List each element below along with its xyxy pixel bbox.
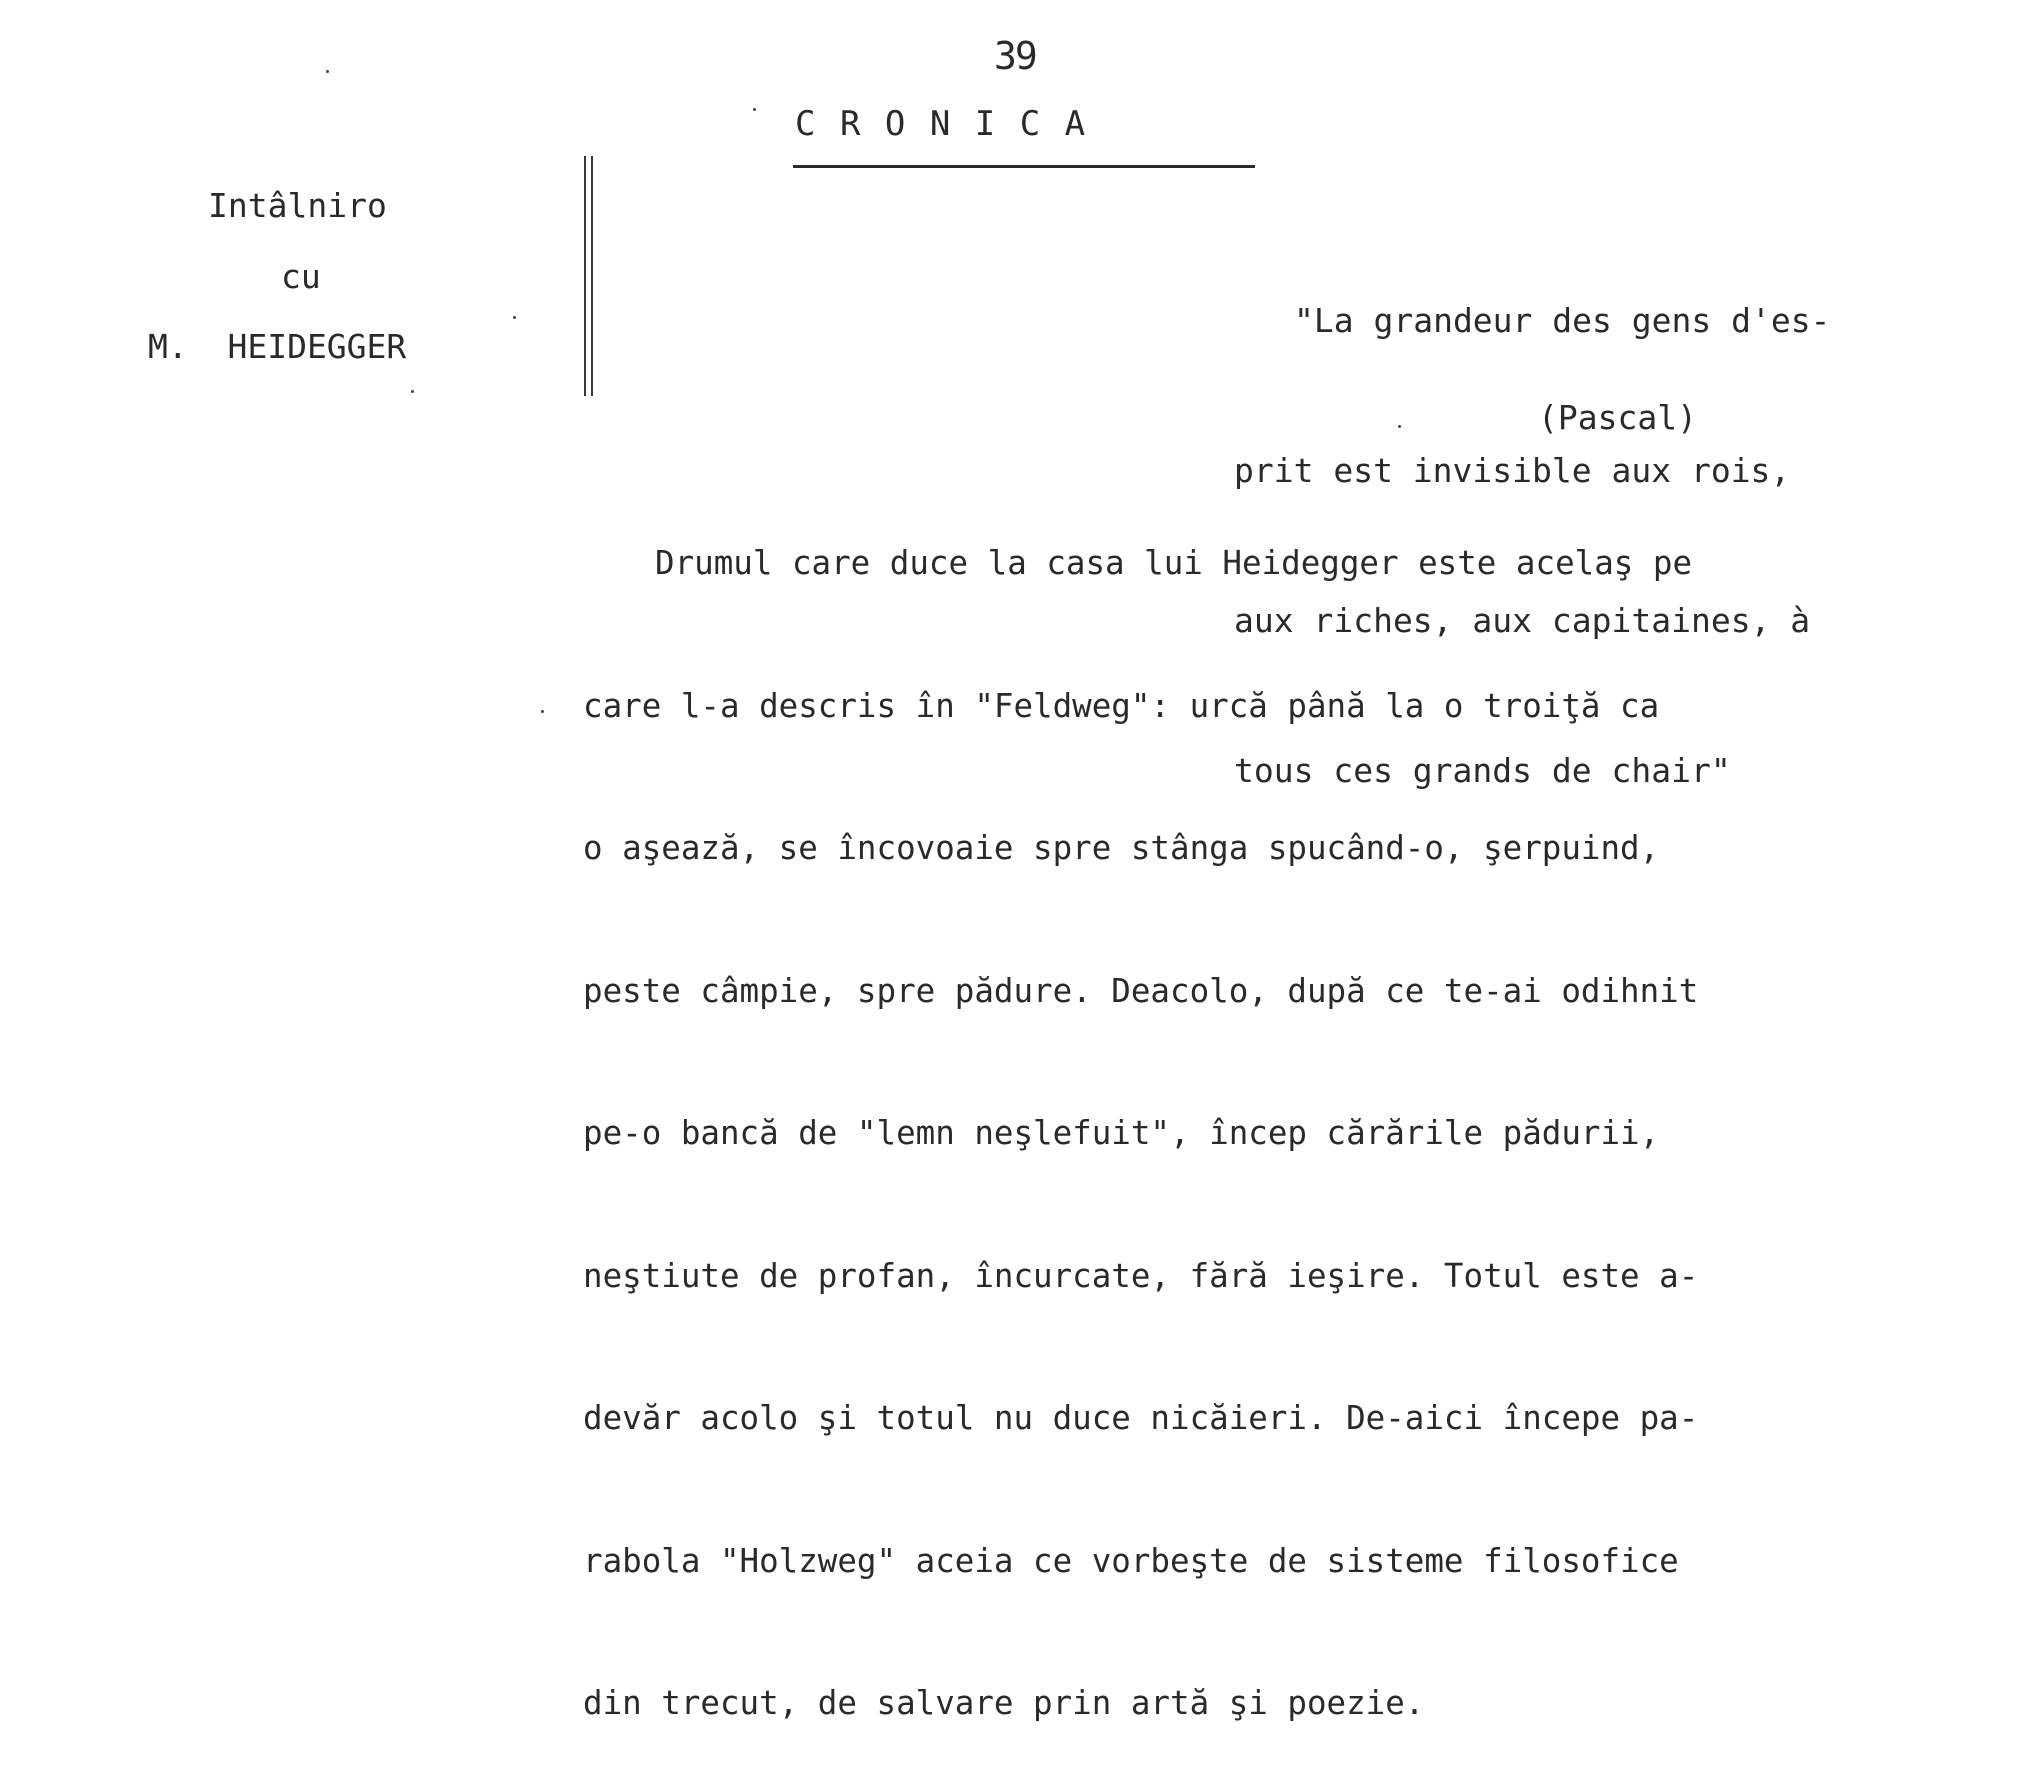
body-line: devăr acolo şi totul nu duce nicăieri. De-aici începe pa-	[583, 1399, 1699, 1437]
ink-speck	[1398, 425, 1401, 428]
sidebar-title-line-3: M. HEIDEGGER	[148, 327, 407, 366]
page-number: 39	[994, 34, 1036, 78]
body-line: rabola "Holzweg" aceia ce vorbeşte de sisteme filosofice	[583, 1541, 1679, 1580]
epigraph-line: prit est invisible aux rois,	[1234, 451, 1791, 490]
ink-speck	[753, 108, 756, 111]
body-line: care l-a descris în "Feldweg": urcă până la o troiţă ca	[583, 686, 1660, 725]
section-title: C R O N I C A	[795, 104, 1088, 144]
body-paragraph	[583, 445, 1698, 1768]
body-line: pe-o bancă de "lemn neşlefuit", încep cărările pădurii,	[583, 1114, 1660, 1152]
ink-speck	[513, 316, 516, 319]
ink-speck	[326, 70, 329, 73]
body-line: peste câmpie, spre pădure. Deacolo, după ce te-ai odihnit	[583, 971, 1699, 1010]
ink-speck	[541, 710, 544, 713]
sidebar-title-line-1: Intâlniro	[208, 186, 387, 225]
epigraph-line: aux riches, aux capitaines, à	[1234, 601, 1811, 640]
body-line: o aşează, se încovoaie spre stânga spucând-o, şerpuind,	[583, 829, 1660, 867]
epigraph-attribution: (Pascal)	[1538, 398, 1697, 437]
vertical-divider-right	[591, 156, 593, 396]
vertical-divider-left	[584, 156, 586, 396]
body-line: Drumul care duce la casa lui Heidegger este acelaş pe	[655, 544, 1693, 582]
epigraph-line: "La grandeur des gens d'es-	[1294, 301, 1831, 340]
ink-speck	[411, 390, 414, 393]
body-line: neştiute de profan, încurcate, fără ieşire. Totul este a-	[583, 1256, 1699, 1295]
body-line: din trecut, de salvare prin artă şi poezie.	[583, 1684, 1425, 1722]
title-underline	[793, 165, 1255, 168]
sidebar-title-line-2: cu	[281, 257, 321, 296]
epigraph-line: tous ces grands de chair"	[1234, 751, 1731, 790]
